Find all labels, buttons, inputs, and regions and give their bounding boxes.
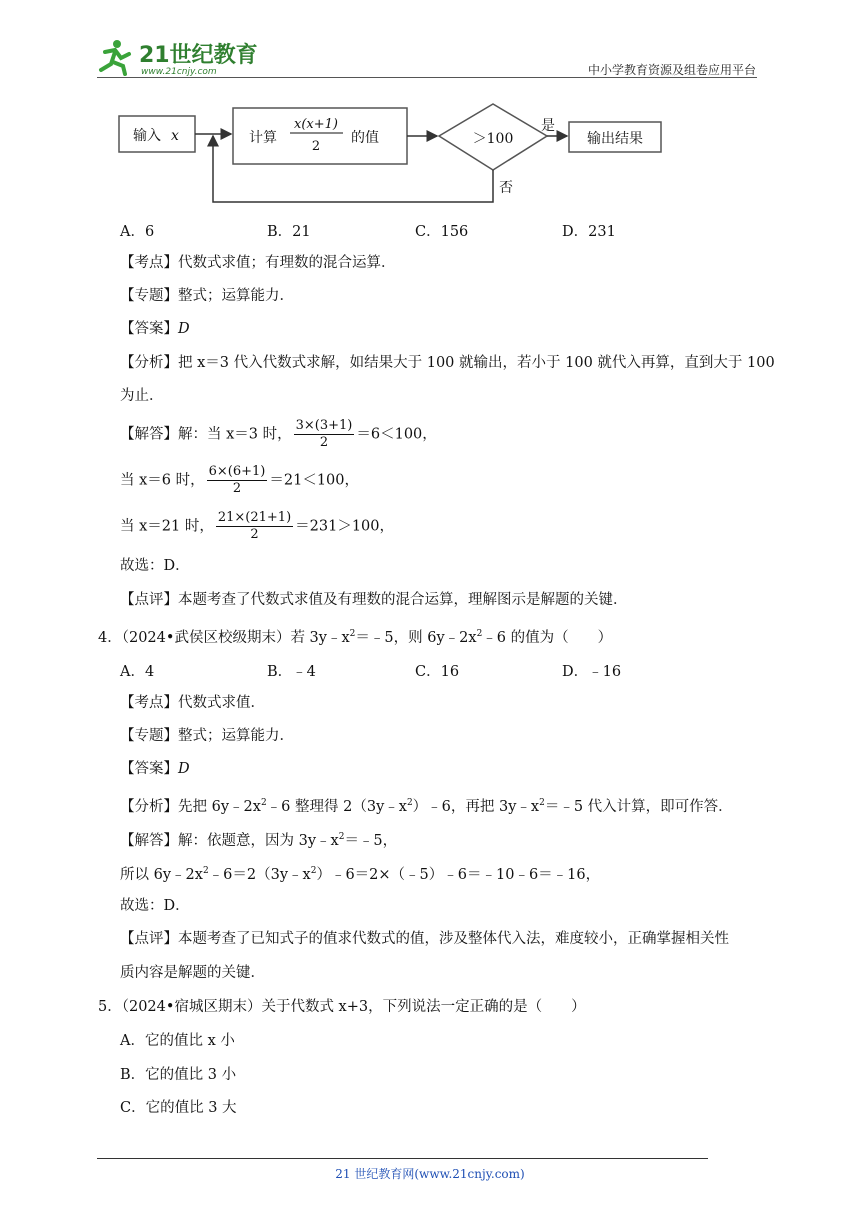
q4-option-b: B．﹣4 [267,664,316,680]
q4-so: 所以 $6y﹣2x^2﹣6=2(3y﹣x^2)﹣6=2\times(﹣5)﹣6=﹣10﹣6=﹣16$， [120,866,601,883]
q3-step3: 当 x＝21 时， $\frac{21\times(21+1)}{2}$ ＝231＞100， [120,510,395,542]
q3-step2: 当 x＝6 时， $\frac{6\times(6+1)}{2}$ ＝21＜100， [120,464,360,496]
q3-option-b: B．21 [267,224,311,240]
header-divider [97,77,757,78]
svg-text:www.21cnjy.com: www.21cnjy.com [141,67,217,77]
q4-fenxi: 【分析】先把 $6y﹣2x^2﹣6$ 整理得 $2(3y﹣x^2)﹣6$，再把 $3y﹣x^2=﹣5$ 代入计算，即可作答． [120,798,733,815]
svg-text:输入: 输入 [133,128,161,144]
q3-kaodian: 【考点】代数式求值；有理数的混合运算． [120,255,396,271]
svg-text:2: 2 [311,139,321,154]
q4-jieda: 【解答】解：依题意，因为 $3y﹣x^2=﹣5$， [120,832,398,849]
q4-option-d: D．﹣16 [562,664,622,680]
q5-option-b: B．它的值比 3 小 [120,1067,237,1083]
q3-option-c: C．156 [415,224,469,240]
q3-zhuanti: 【专题】整式；运算能力． [120,288,294,304]
q3-option-d: D．231 [562,224,616,240]
footer-divider [97,1158,708,1159]
svg-text:计算: 计算 [249,130,277,146]
svg-text:x(x+1): x(x+1) [294,117,338,132]
q4-kaodian: 【考点】代数式求值． [120,695,265,711]
runner-icon [101,40,129,74]
site-title: 中小学教育资源及组卷应用平台 [587,63,756,77]
svg-text:的值: 的值 [351,130,379,146]
svg-text:＞100: ＞100 [472,131,514,147]
q4-option-c: C．16 [415,664,460,680]
q3-step1: 【解答】解：当 x＝3 时， $\frac{3\times(3+1)}{2}$ ＝6＜100， [120,418,437,450]
q5-option-c: C．它的值比 3 大 [120,1100,237,1116]
q3-option-a: A．6 [120,224,155,240]
footer-link[interactable]: 21 世纪教育网(www.21cnjy.com) [335,1167,525,1181]
flowchart [115,100,675,210]
q3-dianping: 【点评】本题考查了代数式求值及有理数的混合运算，理解图示是解题的关键． [120,592,628,608]
svg-text:输出结果: 输出结果 [587,131,643,147]
site-logo [95,38,265,78]
q4-dianping-cont: 质内容是解题的关键． [120,965,265,981]
q4-dianping: 【点评】本题考查了已知式子的值求代数式的值，涉及整体代入法，难度较小，正确掌握相关性 [120,931,729,947]
svg-text:21世纪教育: 21世纪教育 [139,43,258,68]
q4-zhuanti: 【专题】整式；运算能力． [120,728,294,744]
q4-option-a: A．4 [120,664,155,680]
q4-choose: 故选：D． [120,898,190,914]
svg-text:否: 否 [499,180,513,196]
q5-stem: 5．（2024•宿城区期末）关于代数式 x+3，下列说法一定正确的是（ ） [98,999,586,1015]
q3-choose: 故选：D． [120,558,190,574]
q3-fenxi: 【分析】把 x＝3 代入代数式求解，如结果大于 100 就输出，若小于 100 就代入再算，直到大于 100 [120,355,775,371]
svg-text:x: x [171,128,179,144]
q3-fenxi-cont: 为止． [120,388,164,404]
svg-text:是: 是 [541,118,555,134]
q4-answer: 【答案】D [120,761,190,777]
q3-answer: 【答案】D [120,321,190,337]
q4-stem: 4．（2024•武侯区校级期末）若 $3y﹣x^2=﹣5$，则 $6y﹣2x^2﹣6$ 的值为（ ） [98,629,613,646]
q5-option-a: A．它的值比 x 小 [120,1033,235,1049]
